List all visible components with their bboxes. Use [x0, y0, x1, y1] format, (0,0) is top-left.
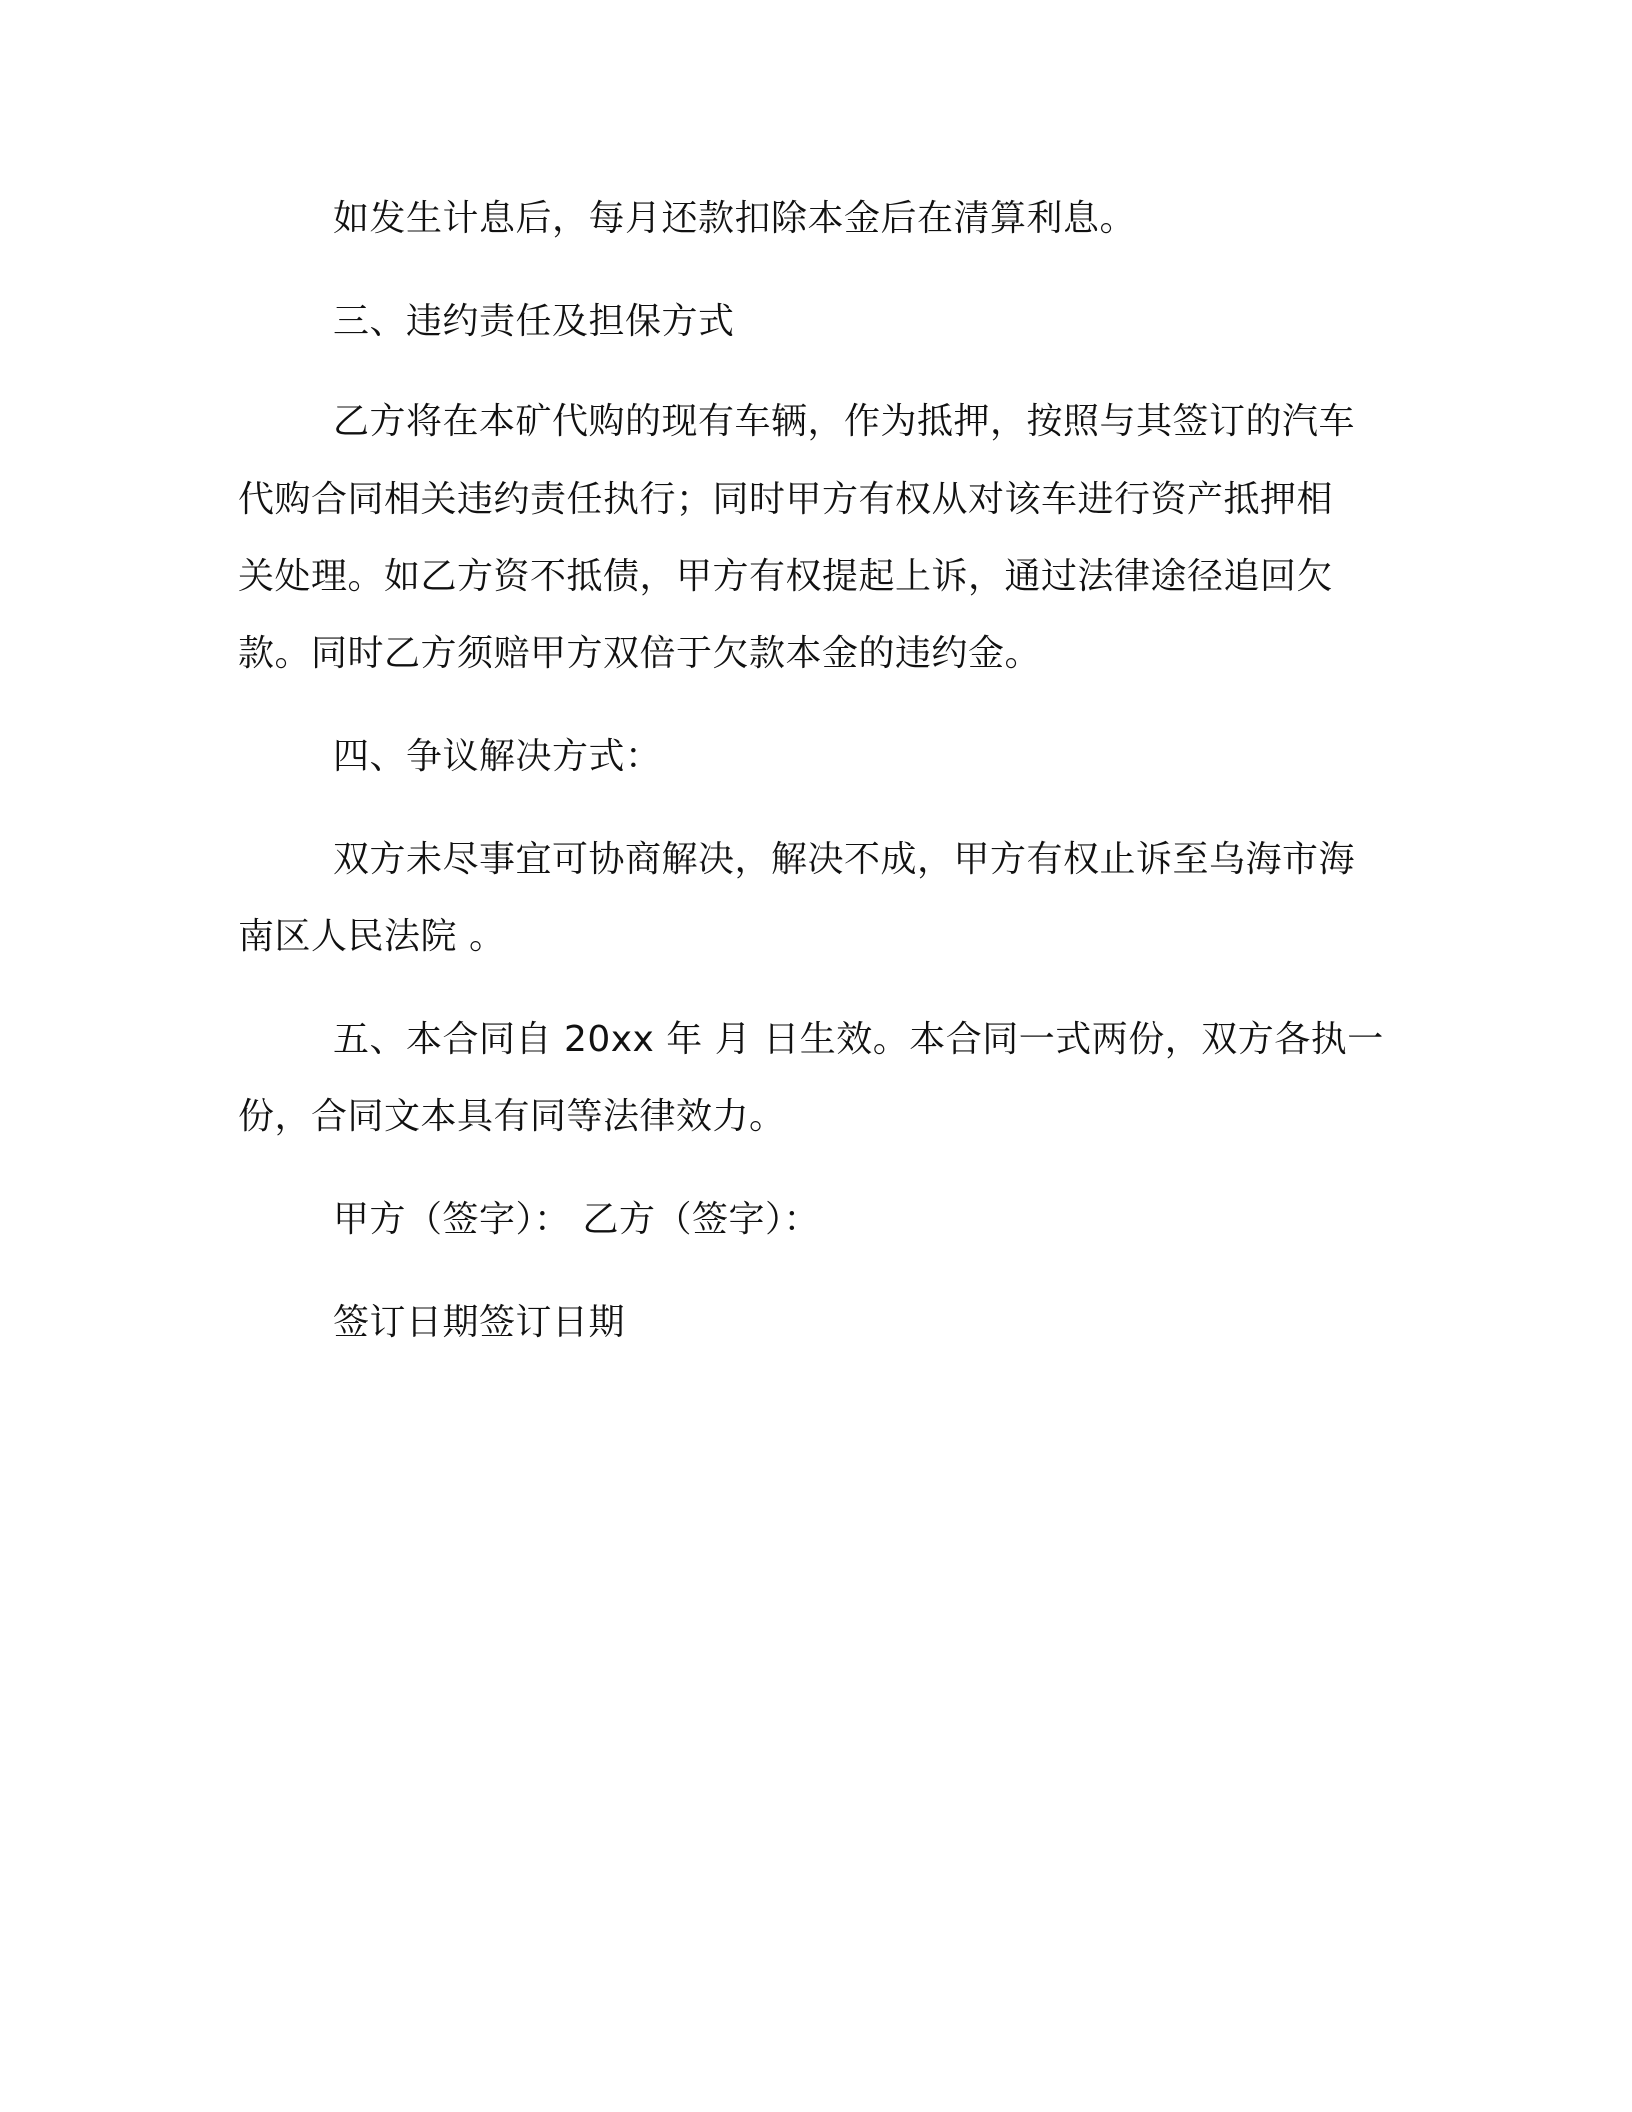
section-5-body-line-1: 五、本合同自 20xx 年 月 日生效。本合同一式两份，双方各执一 — [333, 1019, 1384, 1060]
date-line: 签订日期签订日期 — [333, 1302, 626, 1343]
section-3-body-line-1: 乙方将在本矿代购的现有车辆，作为抵押，按照与其签订的汽车 — [333, 401, 1356, 442]
section-3-body-line-4: 款。同时乙方须赔甲方双倍于欠款本金的违约金。 — [238, 633, 1042, 674]
section-3-body-line-3: 关处理。如乙方资不抵债，甲方有权提起上诉，通过法律途径追回欠 — [238, 556, 1334, 597]
section-3-body-line-2: 代购合同相关违约责任执行；同时甲方有权从对该车进行资产抵押相 — [238, 479, 1334, 520]
section-4-body-line-1: 双方未尽事宜可协商解决，解决不成，甲方有权止诉至乌海市海 — [333, 839, 1356, 880]
section-4-body-line-2: 南区人民法院 。 — [238, 916, 506, 957]
section-5-body-line-2: 份，合同文本具有同等法律效力。 — [238, 1096, 786, 1137]
interest-clause: 如发生计息后，每月还款扣除本金后在清算利息。 — [333, 198, 1137, 239]
signature-line: 甲方（签字）： 乙方（签字）： — [333, 1199, 820, 1240]
section-3-heading: 三、违约责任及担保方式 — [333, 301, 735, 342]
section-4-heading: 四、争议解决方式： — [333, 736, 662, 777]
